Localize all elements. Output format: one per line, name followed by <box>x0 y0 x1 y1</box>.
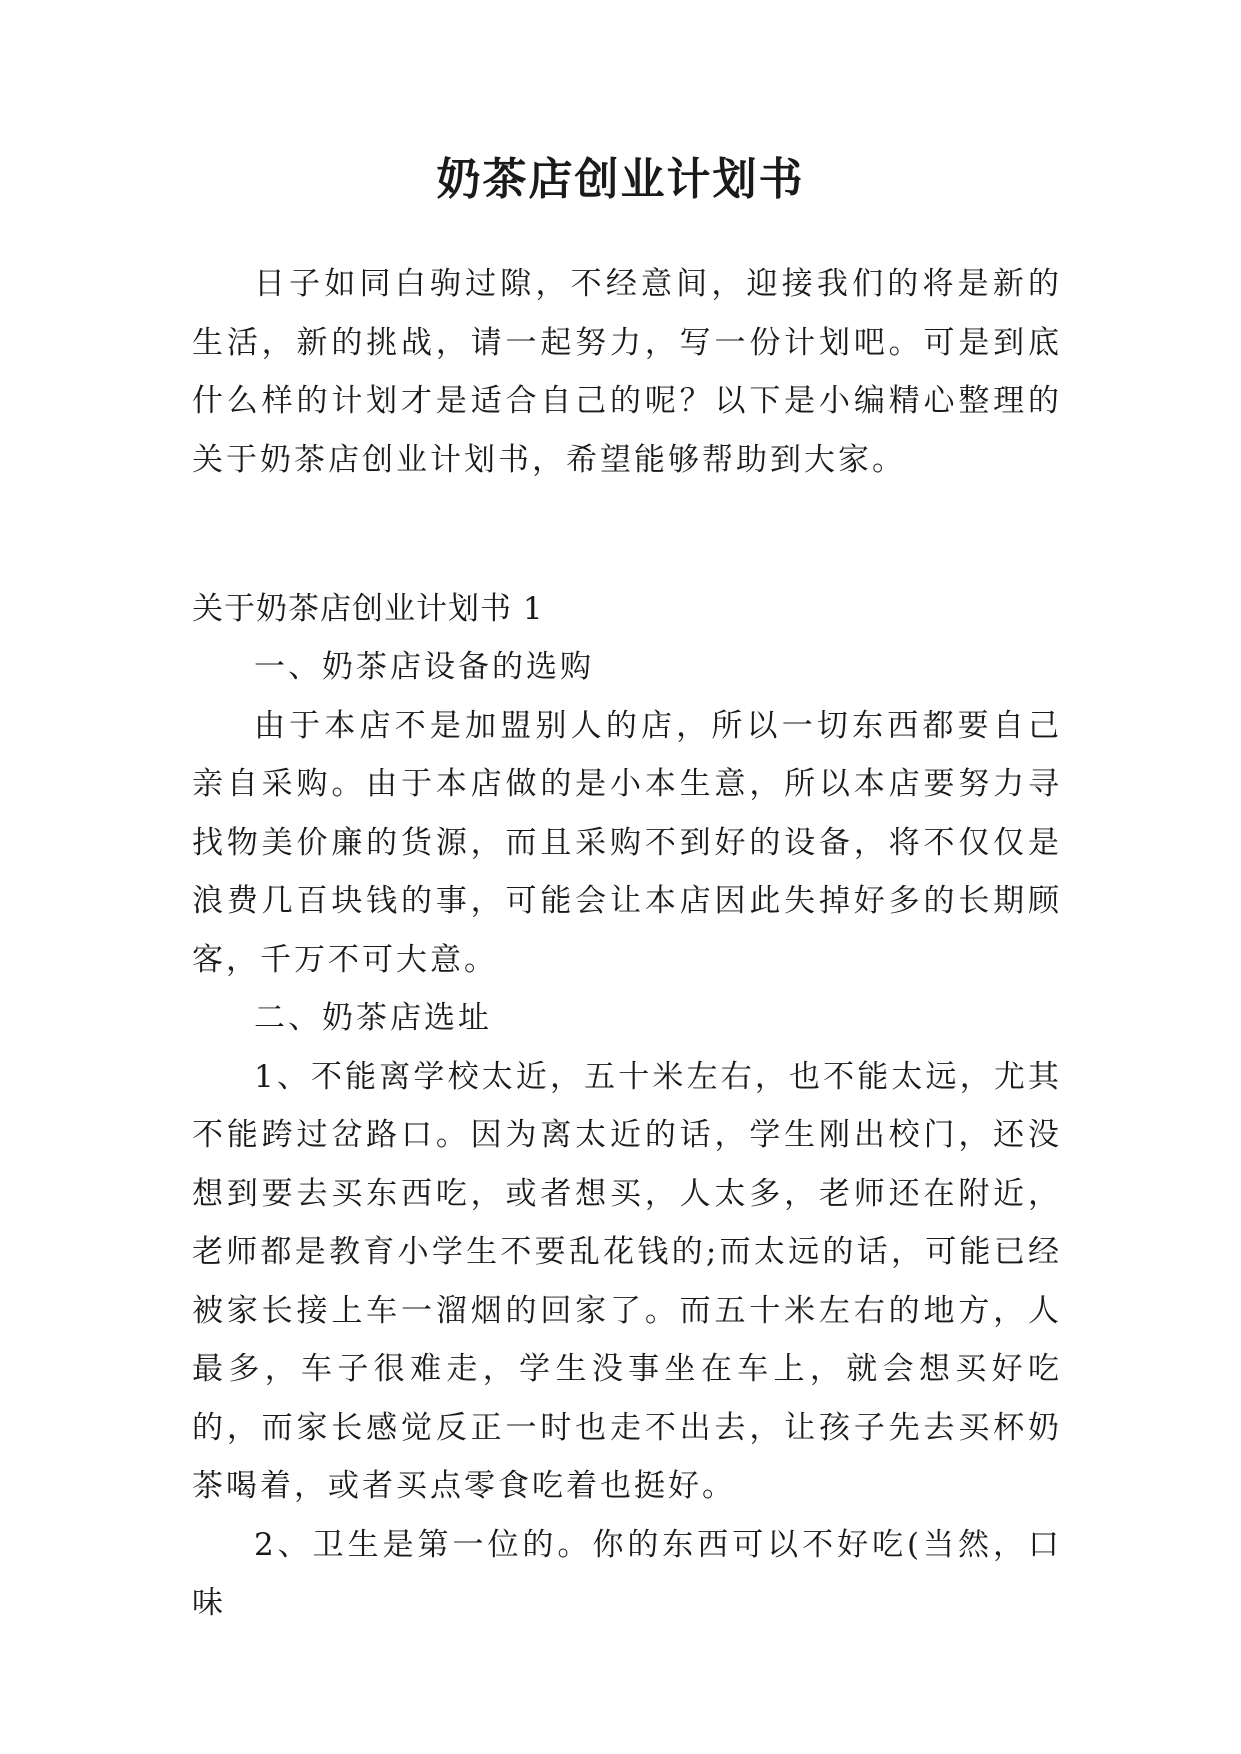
heading-location: 二、奶茶店选址 <box>254 1000 492 1036</box>
section-title: 关于奶茶店创业计划书 1 <box>192 591 544 627</box>
document-title: 奶茶店创业计划书 <box>436 154 805 205</box>
paragraph-location-1: 1、不能离学校太近，五十米左右，也不能太远，尤其不能跨过岔路口。因为离太近的话，学生刚出校门，还没想到要去买东西吃，或者想买，人太多，老师还在附近，老师都是教育小学生不要乱花钱的;而太远的话，可能已经被家长接上车一溜烟的回家了。而五十米左右的地方，人最多，车子很难走，学生没事坐在车上，就会想买好吃的，而家长感觉反正一时也走不出去，让孩子先去买杯奶茶喝着，或者买点零食吃着也挺好。 <box>192 1058 1062 1504</box>
main-content <box>192 638 1062 1633</box>
heading-equipment: 一、奶茶店设备的选购 <box>254 649 594 685</box>
paragraph-hygiene-2: 2、卫生是第一位的。你的东西可以不好吃(当然，口味 <box>192 1526 1062 1621</box>
intro-paragraph: 日子如同白驹过隙，不经意间，迎接我们的将是新的生活，新的挑战，请一起努力，写一份计划吧。可是到底什么样的计划才是适合自己的呢？以下是小编精心整理的关于奶茶店创业计划书，希望能够帮助到大家。 <box>192 266 1062 478</box>
paragraph-equipment: 由于本店不是加盟别人的店，所以一切东西都要自己亲自采购。由于本店做的是小本生意，所以本店要努力寻找物美价廉的货源，而且采购不到好的设备，将不仅仅是浪费几百块钱的事，可能会让本店因此失掉好多的长期顾客，千万不可大意。 <box>192 707 1062 978</box>
intro-block <box>192 255 1062 489</box>
